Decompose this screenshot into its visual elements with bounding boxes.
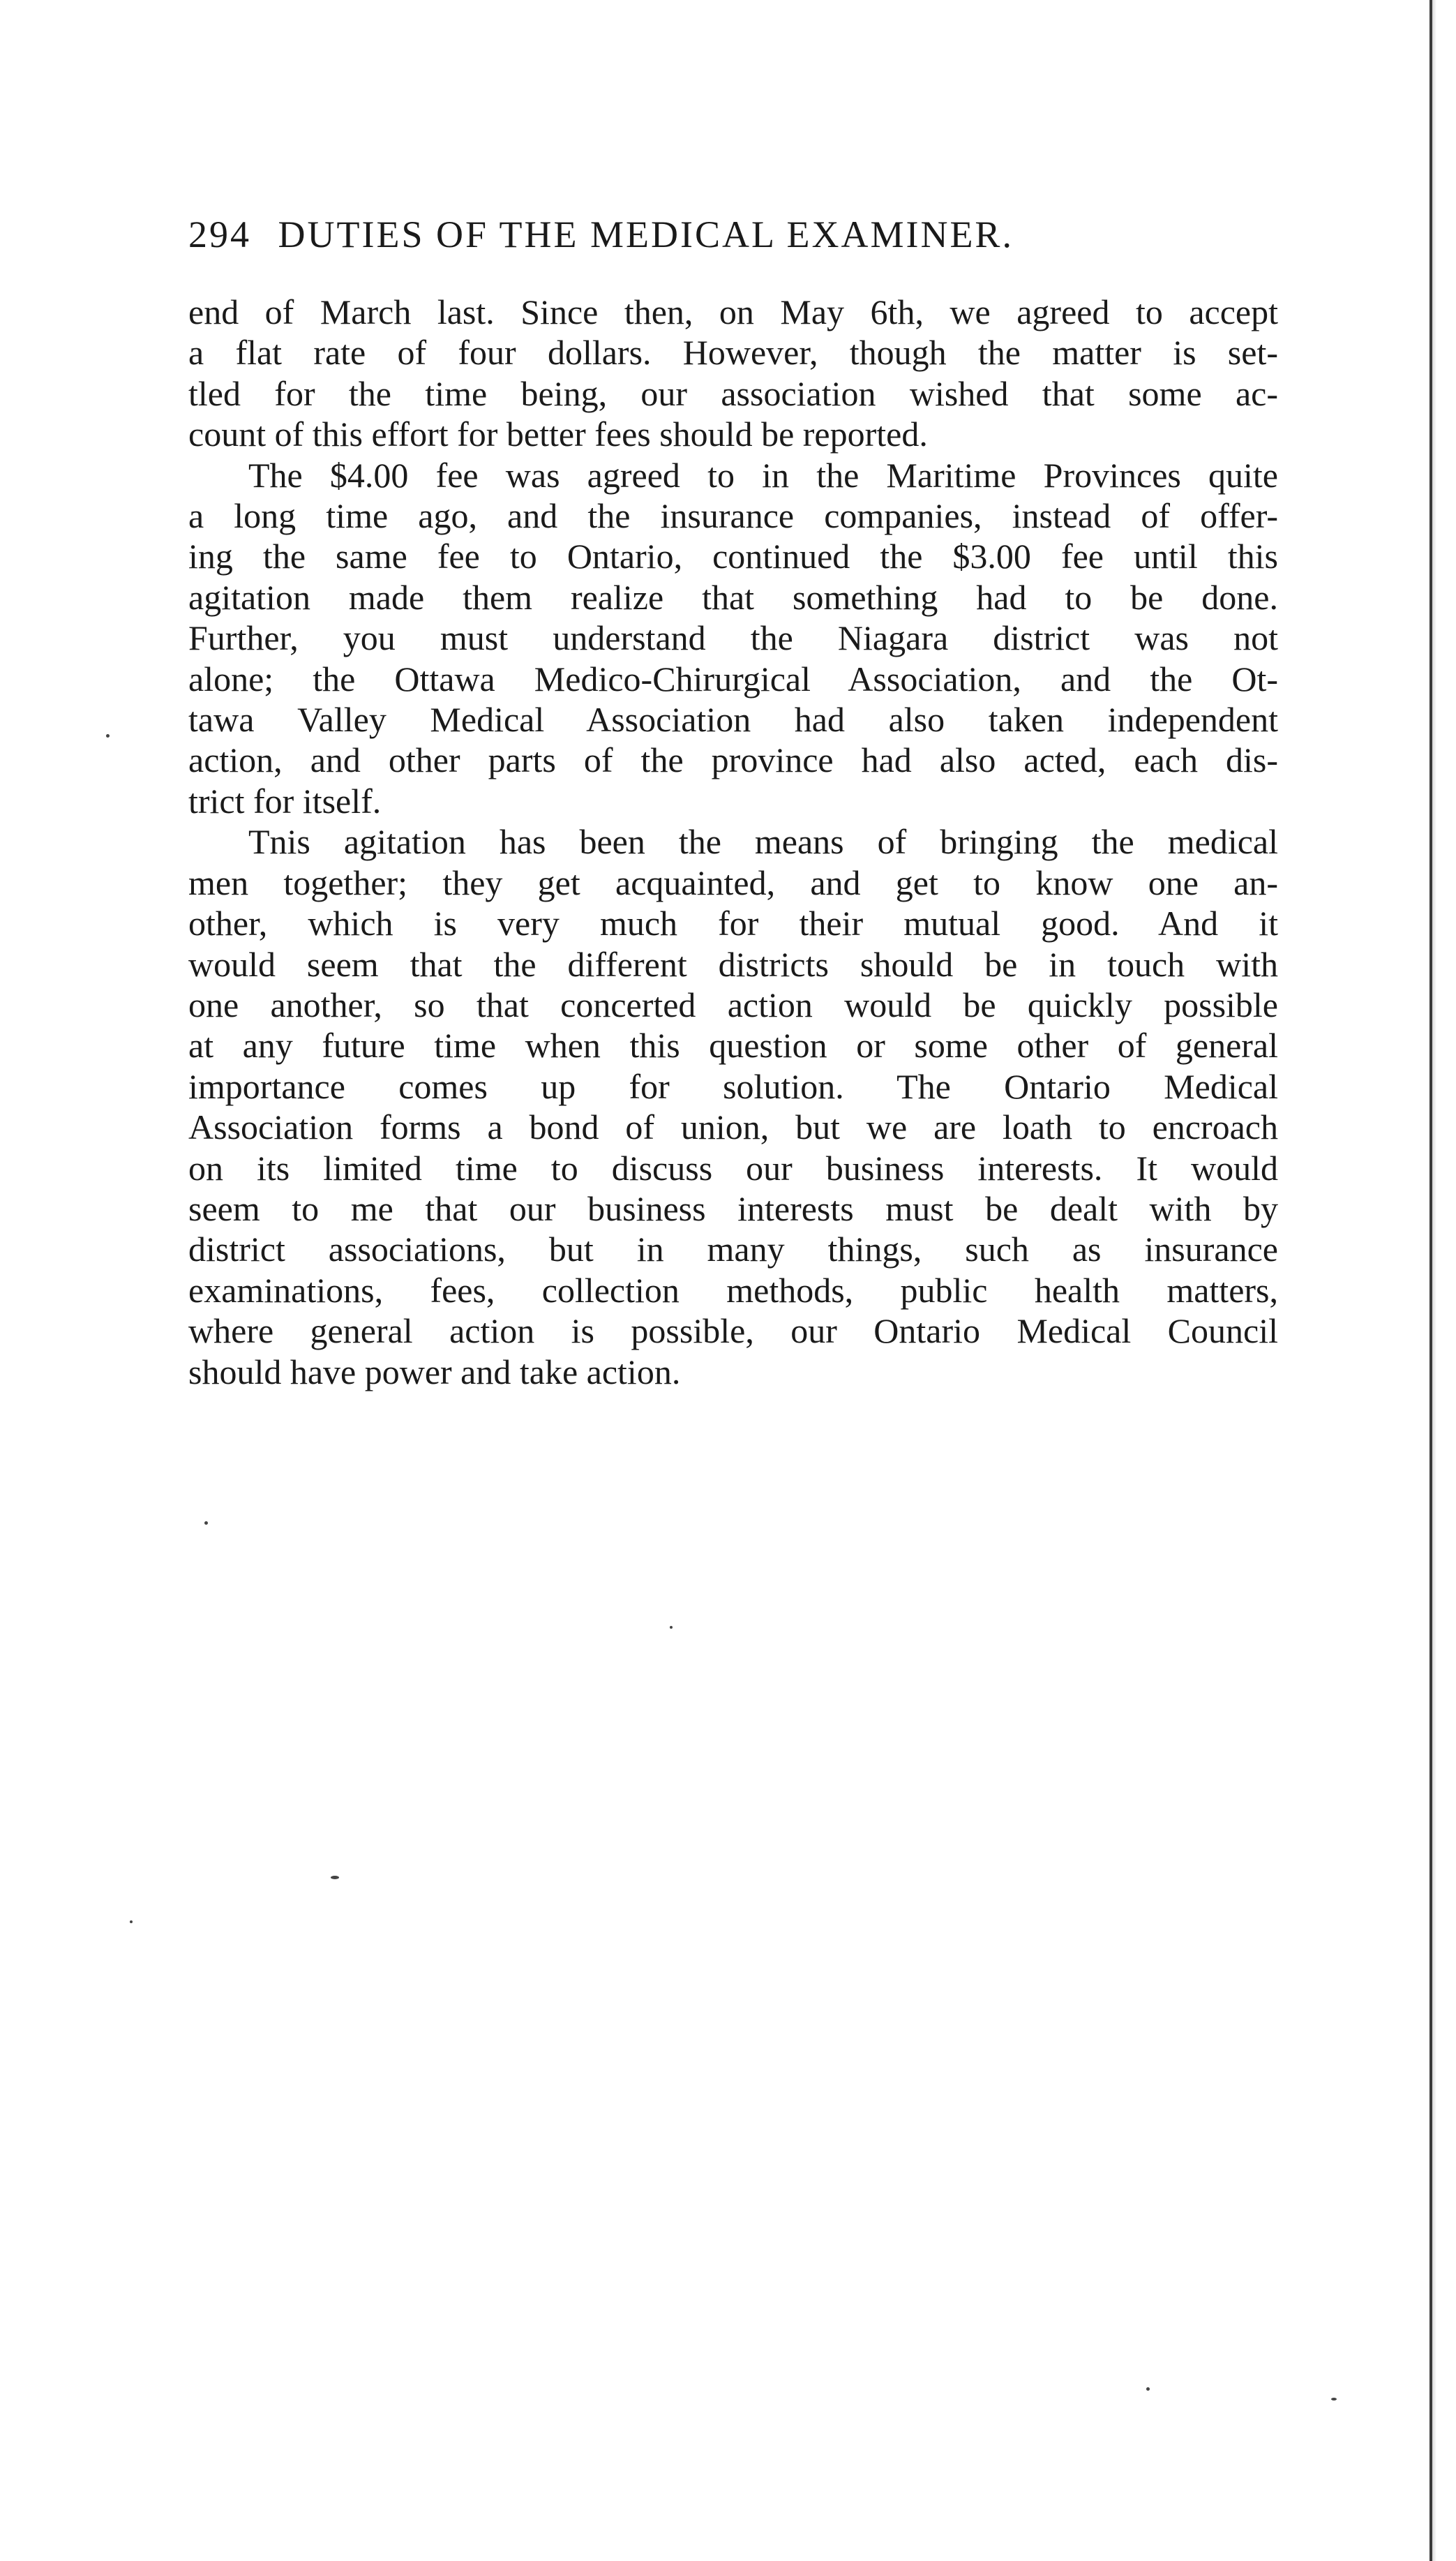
ink-speck — [1331, 2398, 1337, 2401]
text-line: district associations, but in many things, such as insurance — [188, 1230, 1278, 1269]
text-line: trict for itself. — [188, 781, 382, 821]
ink-speck — [204, 1521, 208, 1525]
text-line: a long time ago, and the insurance companies, instead of offer- — [188, 496, 1278, 536]
text-line: men together; they get acquainted, and get to know one an- — [188, 863, 1278, 902]
text-line: Further, you must understand the Niagara district was not — [188, 618, 1278, 658]
text-line: where general action is possible, our Ontario Medical Council — [188, 1311, 1278, 1351]
text-line: count of this effort for better fees should be reported. — [188, 415, 928, 454]
text-line: other, which is very much for their mutual good. And it — [188, 904, 1278, 943]
page-edge — [1429, 0, 1456, 2561]
text-line: should have power and take action. — [188, 1352, 681, 1391]
text-line: tawa Valley Medical Association had also taken independent — [188, 700, 1278, 740]
text-line: end of March last. Since then, on May 6th, we agreed to accept — [188, 292, 1278, 331]
text-line: examinations, fees, collection methods, public health matters, — [188, 1270, 1278, 1310]
text-line: at any future time when this question or some other of general — [188, 1026, 1278, 1066]
text-line: would seem that the different districts should be in touch with — [188, 944, 1278, 984]
text-line: seem to me that our business interests must be dealt with by — [188, 1188, 1278, 1228]
ink-speck — [331, 1876, 339, 1879]
paragraph-2 — [188, 455, 1278, 822]
text-line: on its limited time to discuss our business interests. It would — [188, 1148, 1278, 1188]
text-line: one another, so that concerted action would be quickly possible — [188, 985, 1278, 1024]
text-line: action, and other parts of the province had also acted, each dis- — [188, 740, 1278, 780]
ink-speck — [670, 1626, 673, 1629]
text-line: Association forms a bond of union, but we are loath to encroach — [188, 1107, 1278, 1147]
text-line: a flat rate of four dollars. However, though the matter is set- — [188, 333, 1278, 373]
text-line: alone; the Ottawa Medico-Chirurgical Association, and the Ot- — [188, 659, 1278, 699]
ink-speck — [106, 734, 110, 738]
running-title: DUTIES OF THE MEDICAL EXAMINER. — [278, 214, 1014, 255]
text-line: Tnis agitation has been the means of bringing the medical — [248, 822, 1278, 862]
paragraph-3 — [188, 821, 1278, 1392]
text-line: agitation made them realize that something had to be done. — [188, 577, 1278, 617]
text-line: tled for the time being, our association wished that some ac- — [188, 373, 1278, 413]
text-line: importance comes up for solution. The Ontario Medical — [188, 1066, 1278, 1106]
text-line: ing the same fee to Ontario, continued the $3.00 fee until this — [188, 537, 1278, 576]
text-line: The $4.00 fee was agreed to in the Maritime Provinces quite — [248, 455, 1278, 495]
ink-speck — [130, 1920, 133, 1923]
ink-speck — [1146, 2387, 1150, 2391]
paragraph-1 — [188, 292, 1278, 455]
running-head — [188, 207, 1277, 262]
body-text — [188, 292, 1278, 1392]
page-number: 294 — [188, 214, 251, 255]
